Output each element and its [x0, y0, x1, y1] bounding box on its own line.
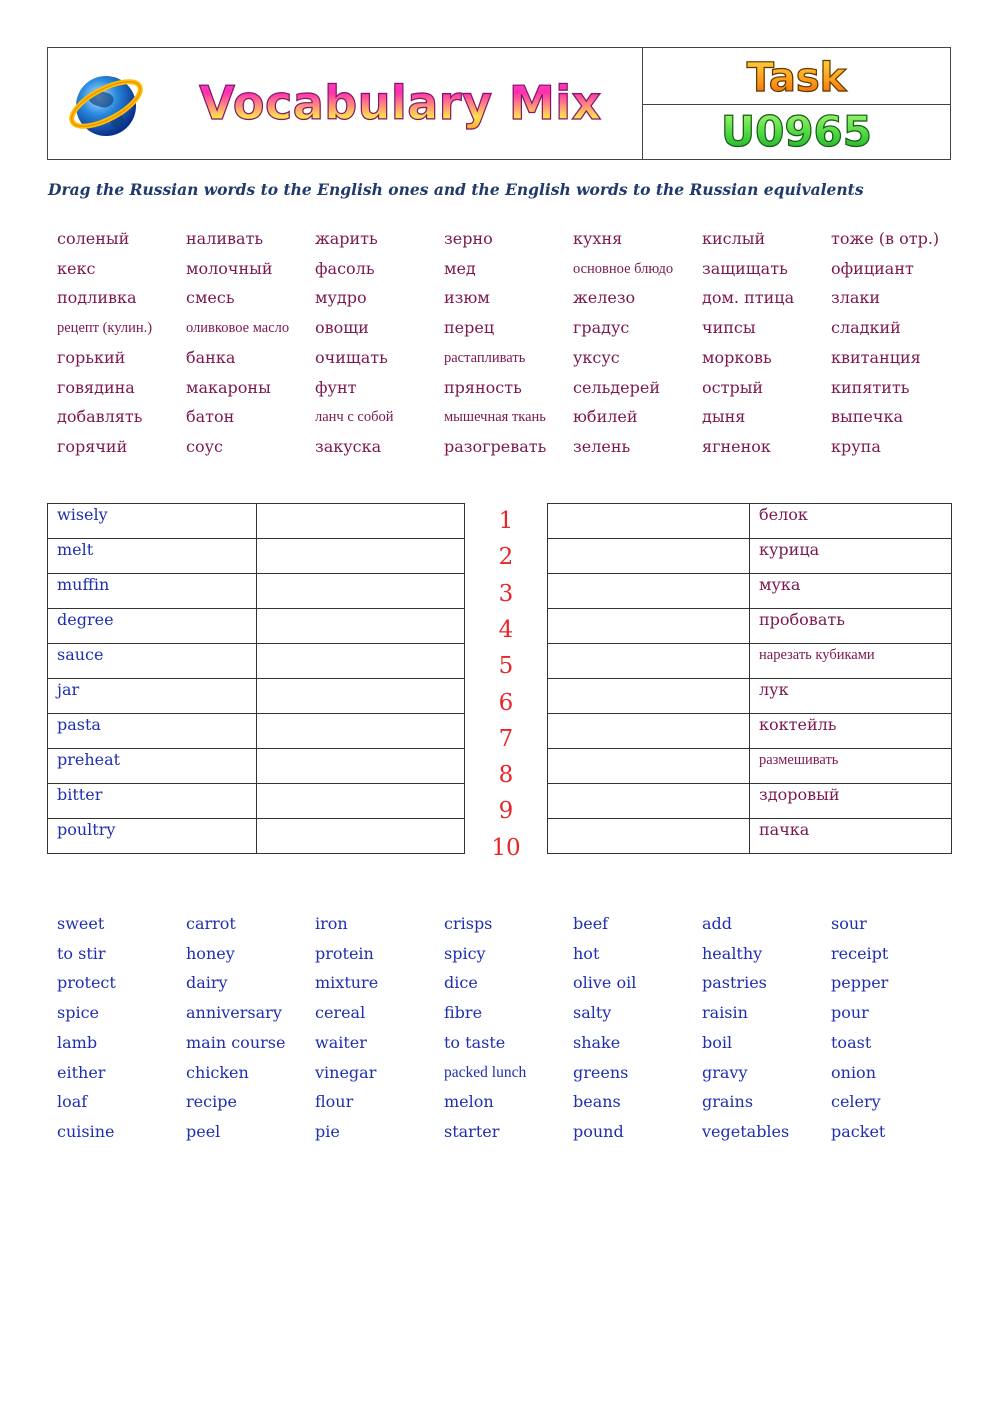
russian-word-tile[interactable]: официант: [831, 258, 914, 278]
table-row: [548, 644, 952, 679]
english-word-tile[interactable]: beef: [573, 914, 609, 933]
drop-target-cell[interactable]: [257, 679, 465, 714]
english-word-tile[interactable]: onion: [831, 1062, 876, 1082]
russian-word-tile[interactable]: кипятить: [831, 377, 910, 397]
table-row: [48, 609, 465, 644]
russian-word-tile[interactable]: сельдерей: [573, 377, 660, 397]
russian-word-cell: коктейль: [750, 714, 952, 749]
row-number: 2: [498, 544, 514, 571]
row-number: 4: [498, 616, 514, 643]
english-word-tile[interactable]: waiter: [315, 1032, 367, 1052]
russian-word-cell: пробовать: [750, 609, 952, 644]
russian-word-tile[interactable]: добавлять: [57, 407, 143, 427]
english-word-tile[interactable]: boil: [702, 1032, 733, 1052]
russian-word-tile[interactable]: тоже (в отр.): [831, 229, 940, 248]
english-word-tile[interactable]: peel: [186, 1121, 221, 1141]
russian-word-tile[interactable]: зерно: [444, 229, 493, 248]
russian-word-tile[interactable]: горячий: [57, 436, 128, 456]
english-word-cell: melt: [48, 539, 257, 574]
english-word-tile[interactable]: either: [57, 1062, 106, 1082]
drop-target-cell[interactable]: [257, 819, 465, 854]
english-word-tile[interactable]: shake: [573, 1032, 621, 1052]
russian-word-tile[interactable]: подливка: [57, 288, 137, 308]
english-word-tile[interactable]: receipt: [831, 943, 889, 963]
row-number: 5: [498, 653, 514, 680]
table-row: [48, 784, 465, 819]
english-word-tile[interactable]: packet: [831, 1121, 886, 1141]
english-word-tile[interactable]: celery: [831, 1092, 881, 1112]
row-number: 10: [491, 834, 521, 861]
russian-word-tile[interactable]: перец: [444, 318, 495, 338]
drop-target-cell[interactable]: [257, 504, 465, 539]
russian-word-tile[interactable]: зелень: [573, 436, 631, 456]
english-word-tile[interactable]: healthy: [702, 943, 763, 963]
russian-word-tile[interactable]: банка: [186, 347, 236, 367]
table-row: [48, 574, 465, 609]
table-row: [548, 539, 952, 574]
russian-word-tile[interactable]: злаки: [831, 288, 881, 308]
english-word-tile[interactable]: greens: [573, 1062, 629, 1082]
russian-word-tile[interactable]: растапливать: [444, 349, 526, 366]
english-word-tile[interactable]: main course: [186, 1032, 286, 1052]
english-word-tile[interactable]: salty: [573, 1003, 612, 1023]
english-word-tile[interactable]: grains: [702, 1092, 754, 1112]
russian-word-tile[interactable]: наливать: [186, 229, 264, 248]
english-word-tile[interactable]: sweet: [57, 914, 105, 933]
russian-word-tile[interactable]: овощи: [315, 318, 369, 338]
table-row: [548, 784, 952, 819]
drop-target-cell[interactable]: [257, 749, 465, 784]
russian-word-tile[interactable]: горький: [57, 347, 126, 367]
header-divider: [642, 104, 950, 105]
english-word-tile[interactable]: fibre: [444, 1003, 483, 1023]
russian-word-tile[interactable]: батон: [186, 407, 235, 427]
english-word-cell: muffin: [48, 574, 257, 609]
drop-target-cell[interactable]: [548, 679, 750, 714]
english-word-tile[interactable]: pound: [573, 1121, 624, 1141]
russian-word-cell: белок: [750, 504, 952, 539]
russian-word-cell: мука: [750, 574, 952, 609]
drop-target-cell[interactable]: [548, 819, 750, 854]
russian-word-tile[interactable]: острый: [702, 377, 764, 397]
row-number: 1: [498, 508, 514, 534]
english-word-tile[interactable]: lamb: [57, 1032, 98, 1052]
russian-word-tile[interactable]: фунт: [315, 377, 357, 397]
drop-target-cell[interactable]: [257, 714, 465, 749]
russian-word-tile[interactable]: соус: [186, 436, 223, 456]
russian-word-tile[interactable]: мед: [444, 258, 476, 278]
drop-target-cell[interactable]: [548, 539, 750, 574]
english-word-tile[interactable]: hot: [573, 943, 600, 963]
english-word-tile[interactable]: spicy: [444, 943, 486, 963]
table-row: [48, 679, 465, 714]
english-word-cell: degree: [48, 609, 257, 644]
russian-word-tile[interactable]: основное блюдо: [573, 260, 674, 277]
english-word-tile[interactable]: protein: [315, 943, 374, 963]
russian-word-tile[interactable]: оливковое масло: [186, 320, 290, 337]
table-row: [48, 504, 465, 539]
english-word-tile[interactable]: flour: [315, 1092, 354, 1112]
russian-word-tile[interactable]: квитанция: [831, 347, 921, 367]
russian-word-tile[interactable]: пряность: [444, 377, 522, 397]
task-label: Task: [643, 52, 950, 104]
english-word-tile[interactable]: loaf: [57, 1092, 88, 1112]
english-word-tile[interactable]: pour: [831, 1003, 869, 1023]
english-word-tile[interactable]: olive oil: [573, 973, 637, 993]
table-row: [48, 644, 465, 679]
page-title: Vocabulary Mix: [198, 68, 603, 138]
table-row: [548, 574, 952, 609]
drop-target-cell[interactable]: [548, 644, 750, 679]
table-row: [548, 609, 952, 644]
russian-word-cell: лук: [750, 679, 952, 714]
english-word-cell: pasta: [48, 714, 257, 749]
table-row: [548, 749, 952, 784]
english-match-table: [47, 503, 465, 854]
russian-word-tile[interactable]: соленый: [57, 229, 130, 248]
row-number: 9: [498, 798, 514, 825]
english-word-tile[interactable]: dice: [444, 973, 478, 993]
table-row: [548, 679, 952, 714]
russian-word-tile[interactable]: изюм: [444, 288, 490, 308]
english-word-tile[interactable]: cuisine: [57, 1121, 115, 1141]
russian-word-tile[interactable]: градус: [573, 318, 630, 338]
russian-word-tile[interactable]: говядина: [57, 377, 135, 397]
english-word-tile[interactable]: to taste: [444, 1032, 506, 1052]
english-word-tile[interactable]: iron: [315, 914, 348, 933]
english-word-tile[interactable]: protect: [57, 973, 116, 993]
english-word-tile[interactable]: vegetables: [702, 1121, 790, 1141]
globe-icon: [66, 64, 146, 144]
russian-word-tile[interactable]: кекс: [57, 258, 96, 278]
russian-word-tile[interactable]: морковь: [702, 347, 772, 367]
russian-word-tile[interactable]: дом. птица: [702, 288, 795, 308]
russian-word-tile[interactable]: уксус: [573, 347, 620, 367]
english-word-tile[interactable]: vinegar: [315, 1062, 377, 1082]
english-word-tile[interactable]: crisps: [444, 914, 493, 933]
english-word-tile[interactable]: dairy: [186, 973, 228, 993]
english-word-tile[interactable]: beans: [573, 1092, 621, 1112]
russian-word-cell: здоровый: [750, 784, 952, 819]
russian-word-tile[interactable]: ягненок: [702, 436, 771, 456]
english-word-cell: bitter: [48, 784, 257, 819]
drop-target-cell[interactable]: [548, 504, 750, 539]
russian-word-tile[interactable]: дыня: [702, 407, 746, 427]
english-word-tile[interactable]: spice: [57, 1003, 99, 1023]
task-code: U0965: [643, 106, 950, 158]
english-word-tile[interactable]: carrot: [186, 914, 236, 933]
english-word-cell: poultry: [48, 819, 257, 854]
english-word-tile[interactable]: toast: [831, 1032, 872, 1052]
russian-word-tile[interactable]: макароны: [186, 377, 271, 397]
english-word-tile[interactable]: add: [702, 914, 733, 933]
drop-target-cell[interactable]: [548, 574, 750, 609]
russian-word-cell: пачка: [750, 819, 952, 854]
english-word-tile[interactable]: gravy: [702, 1062, 748, 1082]
drop-target-cell[interactable]: [257, 574, 465, 609]
english-word-cell: preheat: [48, 749, 257, 784]
english-word-tile[interactable]: recipe: [186, 1092, 237, 1112]
row-number: 8: [498, 762, 514, 789]
russian-word-tile[interactable]: рецепт (кулин.): [57, 320, 153, 337]
table-row: [48, 714, 465, 749]
english-word-tile[interactable]: starter: [444, 1121, 500, 1141]
english-word-tile[interactable]: sour: [831, 914, 867, 933]
russian-word-tile[interactable]: крупа: [831, 436, 881, 456]
russian-word-cell: курица: [750, 539, 952, 574]
russian-word-tile[interactable]: защищать: [702, 258, 788, 278]
drop-target-cell[interactable]: [257, 609, 465, 644]
table-row: [48, 819, 465, 854]
table-row: [548, 504, 952, 539]
english-word-tile[interactable]: mixture: [315, 973, 379, 993]
russian-word-tile[interactable]: юбилей: [573, 407, 638, 427]
russian-word-tile[interactable]: кухня: [573, 229, 623, 248]
row-number: 7: [498, 725, 514, 752]
drop-target-cell[interactable]: [257, 784, 465, 819]
russian-word-tile[interactable]: очищать: [315, 347, 388, 367]
english-word-tile[interactable]: anniversary: [186, 1003, 282, 1023]
english-word-tile[interactable]: cereal: [315, 1003, 366, 1023]
row-number: 6: [498, 689, 514, 716]
table-row: [48, 749, 465, 784]
russian-word-tile[interactable]: молочный: [186, 258, 273, 278]
table-row: [48, 539, 465, 574]
english-word-cell: wisely: [48, 504, 257, 539]
drop-target-cell[interactable]: [548, 714, 750, 749]
russian-word-tile[interactable]: сладкий: [831, 318, 901, 338]
russian-word-tile[interactable]: фасоль: [315, 258, 375, 278]
table-row: [548, 819, 952, 854]
russian-word-tile[interactable]: мудро: [315, 288, 367, 308]
english-word-tile[interactable]: honey: [186, 943, 235, 963]
russian-word-cell: нарезать кубиками: [750, 644, 952, 679]
drop-target-cell[interactable]: [257, 539, 465, 574]
english-word-tile[interactable]: chicken: [186, 1062, 249, 1082]
russian-match-table: [547, 503, 952, 854]
russian-word-tile[interactable]: смесь: [186, 288, 235, 308]
russian-word-cell: размешивать: [750, 749, 952, 784]
drop-target-cell[interactable]: [257, 644, 465, 679]
english-word-cell: sauce: [48, 644, 257, 679]
english-word-tile[interactable]: pastries: [702, 973, 767, 993]
row-number: 3: [498, 580, 514, 607]
english-word-tile[interactable]: to stir: [57, 943, 106, 963]
drop-target-cell[interactable]: [548, 749, 750, 784]
russian-word-tile[interactable]: кислый: [702, 229, 766, 248]
english-word-tile[interactable]: packed lunch: [444, 1063, 527, 1081]
table-row: [548, 714, 952, 749]
russian-word-tile[interactable]: жарить: [315, 229, 378, 248]
drop-target-cell[interactable]: [548, 784, 750, 819]
russian-word-tile[interactable]: закуска: [315, 436, 382, 456]
english-word-tile[interactable]: pie: [315, 1121, 340, 1141]
russian-word-tile[interactable]: выпечка: [831, 407, 903, 427]
russian-word-tile[interactable]: мышечная ткань: [444, 409, 546, 426]
english-word-tile[interactable]: pepper: [831, 973, 889, 993]
russian-word-tile[interactable]: железо: [573, 288, 636, 308]
english-word-cell: jar: [48, 679, 257, 714]
russian-word-tile[interactable]: чипсы: [702, 318, 756, 338]
english-word-tile[interactable]: raisin: [702, 1003, 748, 1023]
header-panel: [47, 47, 951, 160]
instruction-text: Drag the Russian words to the English ones and the English words to the Russian equivalents: [48, 180, 864, 199]
english-word-tile[interactable]: melon: [444, 1092, 494, 1112]
russian-word-tile[interactable]: ланч с собой: [315, 409, 394, 426]
drop-target-cell[interactable]: [548, 609, 750, 644]
russian-word-tile[interactable]: разогревать: [444, 436, 547, 456]
